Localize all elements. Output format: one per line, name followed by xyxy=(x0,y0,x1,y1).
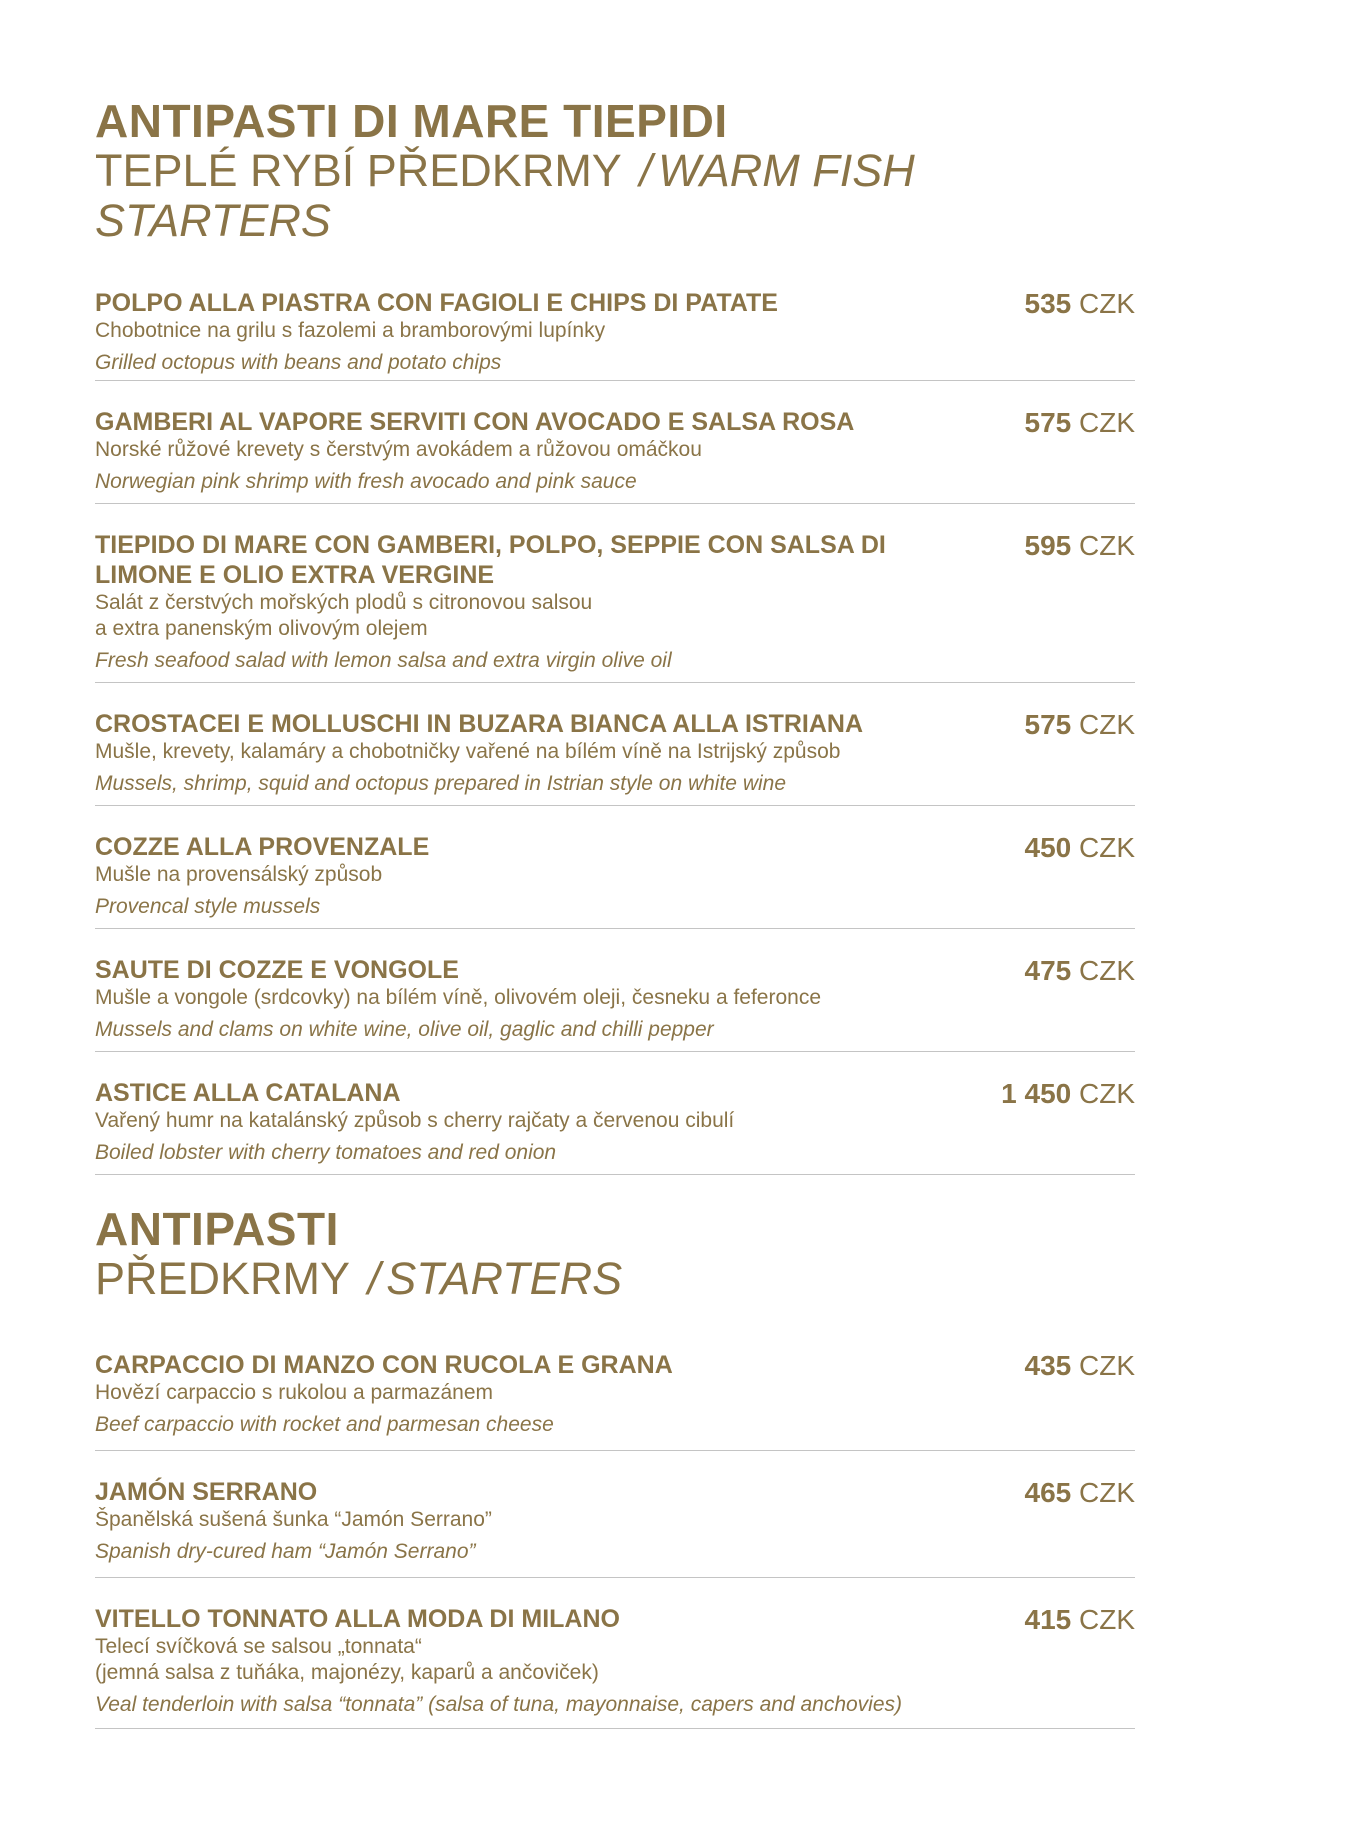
item-price xyxy=(1025,407,1136,439)
menu-item xyxy=(95,504,1135,683)
item-description-english: Norwegian pink shrimp with fresh avocado and pink sauce xyxy=(95,470,637,493)
item-price xyxy=(1025,832,1136,864)
item-description-czech: Vařený humr na katalánský způsob s cherry rajčaty a červenou cibulí xyxy=(95,1109,735,1132)
price-currency: CZK xyxy=(1079,1604,1135,1635)
item-description-english: Beef carpaccio with rocket and parmesan cheese xyxy=(95,1413,554,1436)
item-price xyxy=(1025,288,1136,320)
price-amount: 435 xyxy=(1024,1350,1072,1381)
item-name: SAUTE DI COZZE E VONGOLE xyxy=(95,956,459,984)
item-price xyxy=(1025,1350,1136,1382)
item-price xyxy=(1001,1078,1135,1110)
section-heading xyxy=(95,1204,1135,1304)
title-separator: / xyxy=(639,145,653,196)
item-name: GAMBERI AL VAPORE SERVITI CON AVOCADO E SALSA ROSA xyxy=(95,408,855,436)
price-amount: 575 xyxy=(1024,407,1072,438)
price-amount: 535 xyxy=(1024,288,1072,319)
price-currency: CZK xyxy=(1079,530,1135,561)
item-name: CARPACCIO DI MANZO CON RUCOLA E GRANA xyxy=(95,1351,673,1379)
item-description-czech: Hovězí carpaccio s rukolou a parmazánem xyxy=(95,1381,494,1404)
item-price xyxy=(1025,955,1136,987)
section-heading xyxy=(95,96,1135,246)
section-starters xyxy=(95,1204,1135,1729)
menu-item xyxy=(95,1578,1135,1729)
item-name: VITELLO TONNATO ALLA MODA DI MILANO xyxy=(95,1605,620,1633)
price-currency: CZK xyxy=(1079,955,1135,986)
menu-item xyxy=(95,1052,1135,1175)
item-description-english: Provencal style mussels xyxy=(95,895,321,918)
title-separator: / xyxy=(367,1253,381,1304)
item-price xyxy=(1025,530,1136,562)
item-description-english: Veal tenderloin with salsa “tonnata” (salsa of tuna, mayonnaise, capers and anchovies) xyxy=(95,1693,903,1716)
item-price xyxy=(1025,1477,1136,1509)
section-warm-fish-starters xyxy=(95,96,1135,1175)
section-title-italian: ANTIPASTI DI MARE TIEPIDI xyxy=(95,95,728,147)
section-title-czech: TEPLÉ RYBÍ PŘEDKRMY xyxy=(95,145,622,196)
section-title-czech: PŘEDKRMY xyxy=(95,1253,350,1304)
item-description-czech: Mušle, krevety, kalamáry a chobotničky vařené na bílém víně na Istrijský způsob xyxy=(95,740,841,763)
price-amount: 450 xyxy=(1024,832,1072,863)
section-title-english: STARTERS xyxy=(386,1253,623,1304)
item-description-english: Mussels and clams on white wine, olive oil, gaglic and chilli pepper xyxy=(95,1018,714,1041)
item-price xyxy=(1025,709,1136,741)
item-description-czech: Španělská sušená šunka “Jamón Serrano” xyxy=(95,1508,492,1531)
price-amount: 595 xyxy=(1024,530,1072,561)
price-currency: CZK xyxy=(1079,407,1135,438)
item-description-czech: Mušle a vongole (srdcovky) na bílém víně, olivovém oleji, česneku a feferonce xyxy=(95,986,822,1009)
item-name: CROSTACEI E MOLLUSCHI IN BUZARA BIANCA ALLA ISTRIANA xyxy=(95,710,864,738)
item-description-english: Grilled octopus with beans and potato chips xyxy=(95,351,502,374)
item-price xyxy=(1025,1604,1136,1636)
menu-item xyxy=(95,266,1135,381)
price-currency: CZK xyxy=(1079,1078,1135,1109)
price-amount: 415 xyxy=(1024,1604,1072,1635)
price-currency: CZK xyxy=(1079,709,1135,740)
item-description-english: Mussels, shrimp, squid and octopus prepared in Istrian style on white wine xyxy=(95,772,787,795)
menu-item xyxy=(95,806,1135,929)
section-subtitle xyxy=(95,1254,1135,1304)
item-name: POLPO ALLA PIASTRA CON FAGIOLI E CHIPS DI PATATE xyxy=(95,289,778,317)
item-description-english: Spanish dry-cured ham “Jamón Serrano” xyxy=(95,1540,476,1563)
price-currency: CZK xyxy=(1079,288,1135,319)
section-subtitle xyxy=(95,146,1135,246)
item-description-czech: Mušle na provensálský způsob xyxy=(95,863,383,886)
price-currency: CZK xyxy=(1079,1477,1135,1508)
item-description-english: Boiled lobster with cherry tomatoes and red onion xyxy=(95,1141,557,1164)
item-name: JAMÓN SERRANO xyxy=(95,1478,318,1506)
price-amount: 575 xyxy=(1024,709,1072,740)
section-title-english: WARM FISH STARTERS xyxy=(95,145,915,246)
menu-item xyxy=(95,1451,1135,1578)
item-name: TIEPIDO DI MARE CON GAMBERI, POLPO, SEPPIE CON SALSA DI LIMONE E OLIO EXTRA VERGINE xyxy=(95,531,886,589)
price-currency: CZK xyxy=(1079,1350,1135,1381)
price-amount: 465 xyxy=(1024,1477,1072,1508)
item-description-czech: Norské růžové krevety s čerstvým avokádem a růžovou omáčkou xyxy=(95,438,702,461)
menu-item xyxy=(95,929,1135,1052)
menu-item xyxy=(95,381,1135,504)
menu-item xyxy=(95,683,1135,806)
item-description-czech: Telecí svíčková se salsou „tonnata“ (jemná salsa z tuňáka, majonézy, kaparů a ančoviček) xyxy=(95,1635,599,1684)
item-description-english: Fresh seafood salad with lemon salsa and extra virgin olive oil xyxy=(95,649,672,672)
item-description-czech: Salát z čerstvých mořských plodů s citronovou salsou a extra panenským olivovým olejem xyxy=(95,591,593,640)
item-description-czech: Chobotnice na grilu s fazolemi a bramborovými lupínky xyxy=(95,319,606,342)
item-name: ASTICE ALLA CATALANA xyxy=(95,1079,401,1107)
price-amount: 1 450 xyxy=(1001,1078,1072,1109)
item-name: COZZE ALLA PROVENZALE xyxy=(95,833,430,861)
price-currency: CZK xyxy=(1079,832,1135,863)
price-amount: 475 xyxy=(1024,955,1072,986)
section-title-italian: ANTIPASTI xyxy=(95,1203,339,1255)
menu-item xyxy=(95,1326,1135,1451)
